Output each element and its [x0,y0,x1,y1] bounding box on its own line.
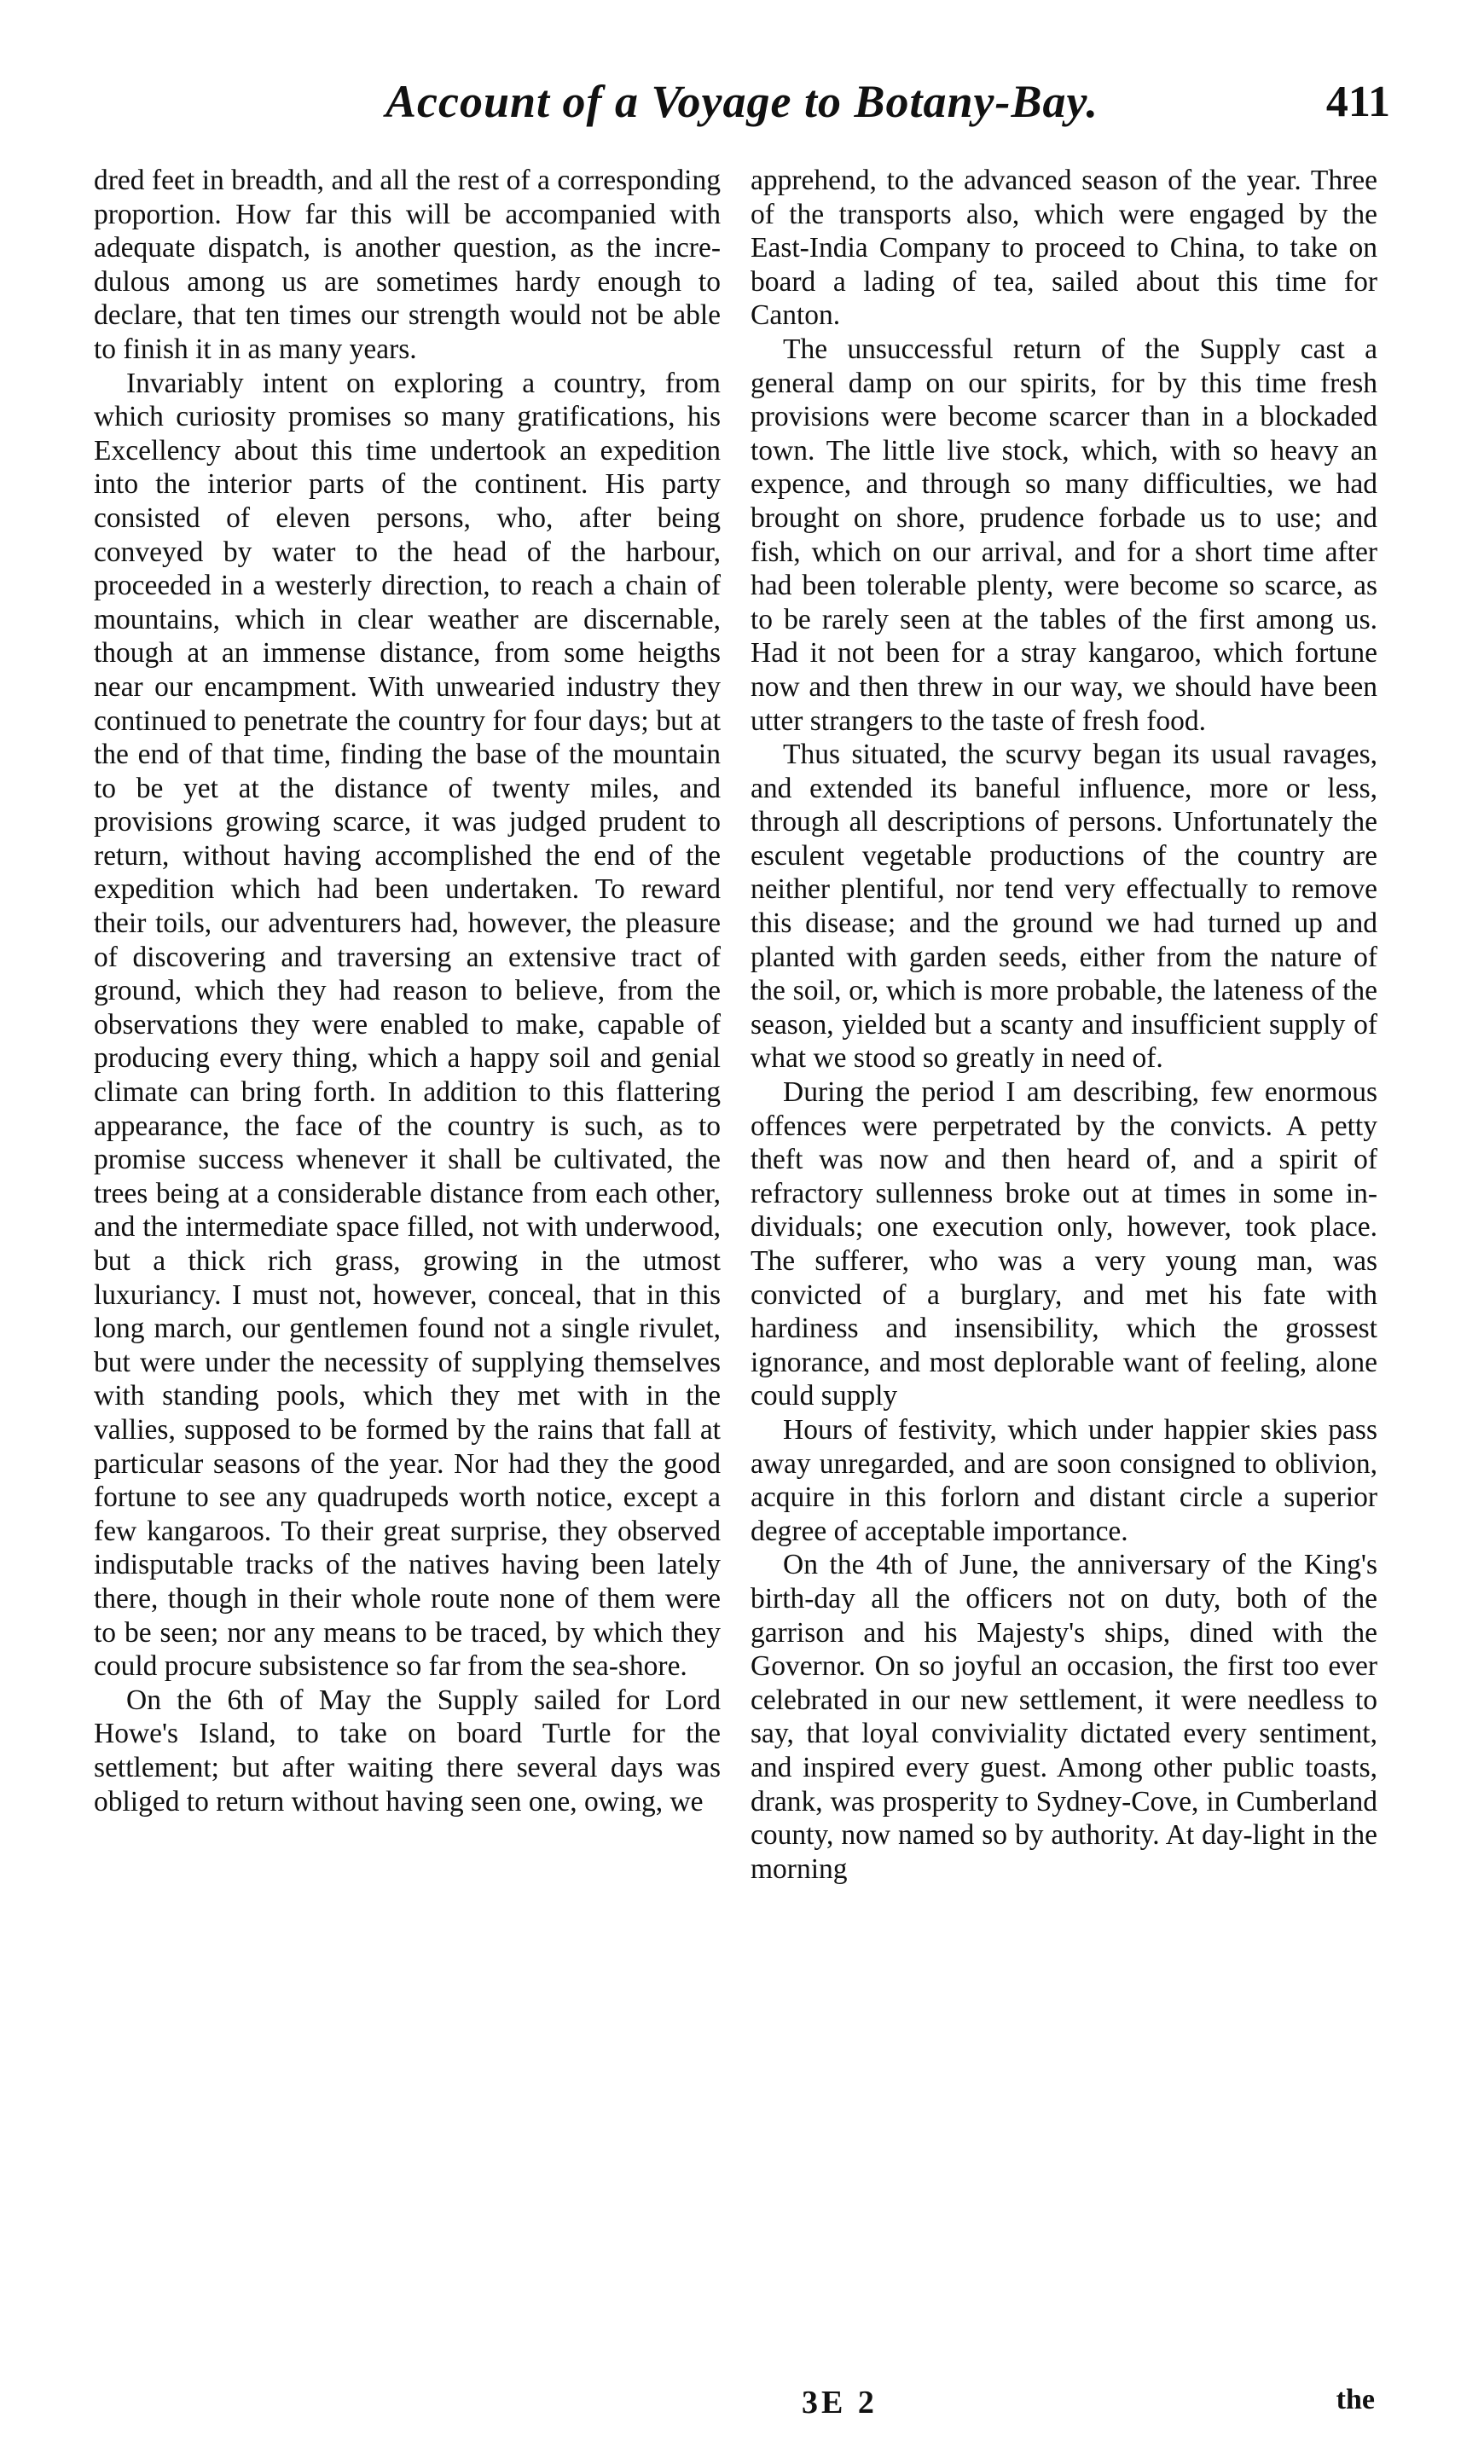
paragraph: Thus situated, the scurvy began its usual ravages, and extended its baneful influence, more or less, through all descriptions of persons. Unfortunately the esculent vegetable productions of the country are neither plentiful, nor tend very effectually to remove this disease; and the ground we had turned up and planted with garden seeds, either from the nature of the soil, or, which is more probable, the lateness of the season, yielded but a scanty and insufficient supply of what we stood so greatly in need of. [751,739,1377,1075]
catchword: the [1336,2384,1375,2415]
page-number: 411 [1325,78,1390,126]
paragraph: The unsuccessful return of the Supply cast a general damp on our spirits, for by this time fresh provisions were become scarcer than in a blockaded town. The little live stock, which, with so heavy an expence, and through so many difficulties, we had brought on shore, prudence forbade us to use; and fish, which on our arrival, and for a short time after had been tolerable plenty, were become so scarce, as to be rarely seen at the tables of the first among us. Had it not been for a stray kangaroo, which fortune now and then threw in our way, we should have been utter strangers to the taste of fresh food. [751,333,1377,737]
paragraph: On the 4th of June, the anniversary of the King's birth-day all the officers not on duty, both of the garrison and his Majesty's ships, dined with the Governor. On so joyful an occasion, the first too ever celebrated in our new settlement, it were needless to say, that loyal conviviality dictated every sentiment, and inspired every guest. Among other public toasts, drank, was prosperity to Sydney-Cove, in Cumberland county, now named so by authority. At day-light in the morning [751,1549,1377,1885]
left-column [94,164,721,2373]
paragraph: Hours of festivity, which under happier skies pass away unregarded, and are soon consigned to oblivion, acquire in this forlorn and distant circle a superior degree of acceptable importance. [751,1413,1377,1547]
paragraph: Invariably intent on exploring a country, from which curiosity promises so many gratifications, his Excellency about this time undertook an expedition into the interior parts of the continent. His party consisted of eleven persons, who, after being conveyed by water to the head of the harbour, proceeded in a westerly direction, to reach a chain of mountains, which in clear weather are discernable, though at an immense distance, from some heigths near our encampment. With unwearied industry they continued to penetrate the country for four days; but at the end of that time, finding the base of the mountain to be yet at the distance of twenty miles, and provisions growing scarce, it was judged prudent to return, without having accomplished the end of the expedition which had been undertaken. To reward their toils, our adventurers had, however, the pleasure of discovering and traversing an extensive tract of ground, which they had reason to believe, from the observations they were enabled to make, capable of producing every thing, which a happy soil and genial climate can bring forth. In addition to this flattering appearance, the face of the country is such, as to promise success whenever it shall be cultivated, the trees being at a considerable distance from each other, and the intermediate space filled, not with underwood, but a thick rich grass, growing in the utmost luxuriancy. I must not, however, conceal, that in this long march, our gentlemen found not a single rivulet, but were under the necessity of supplying themselves with standing pools, which they met with in the vallies, supposed to be formed by the rains that fall at particular seasons of the year. Nor had they the good fortune to see any quadrupeds worth notice, except a few kangaroos. To their great surprise, they observed indisputable tracks of the natives having been lately there, though in their whole route none of them were to be seen; nor any means to be traced, by which they could procure subsistence so far from the sea-shore. [94,367,721,1683]
paragraph: dred feet in breadth, and all the rest of a corresponding proportion. How far this will be accompanied with adequate dispatch, is another question, as the incredulous among us are sometimes hardy enough to declare, that ten times our strength would not be able to finish it in as many years. [94,165,721,365]
signature-mark: 3E 2 [802,2385,878,2421]
paragraph: On the 6th of May the Supply sailed for Lord Howe's Island, to take on board Turtle for the settlement; but after waiting there several days was obliged to return without having seen one, owing, we [94,1684,721,1818]
page-header [94,75,1390,135]
paragraph: apprehend, to the advanced season of the year. Three of the transports also, which were engaged by the East-India Company to proceed to China, to take on board a lading of tea, sailed about this time for Canton. [751,165,1377,332]
paragraph: During the period I am describing, few enormous offences were perpetrated by the convicts. A petty theft was now and then heard of, and a spirit of refractory sullenness broke out at times in some individuals; one execution only, however, took place. The sufferer, who was a very young man, was convicted of a burglary, and met his fate with hardiness and insensibility, which the grossest ignorance, and most deplorable want of feeling, alone could supply [751,1076,1377,1412]
running-title: Account of a Voyage to Botany-Bay. [385,76,1099,127]
right-column [751,164,1377,2373]
